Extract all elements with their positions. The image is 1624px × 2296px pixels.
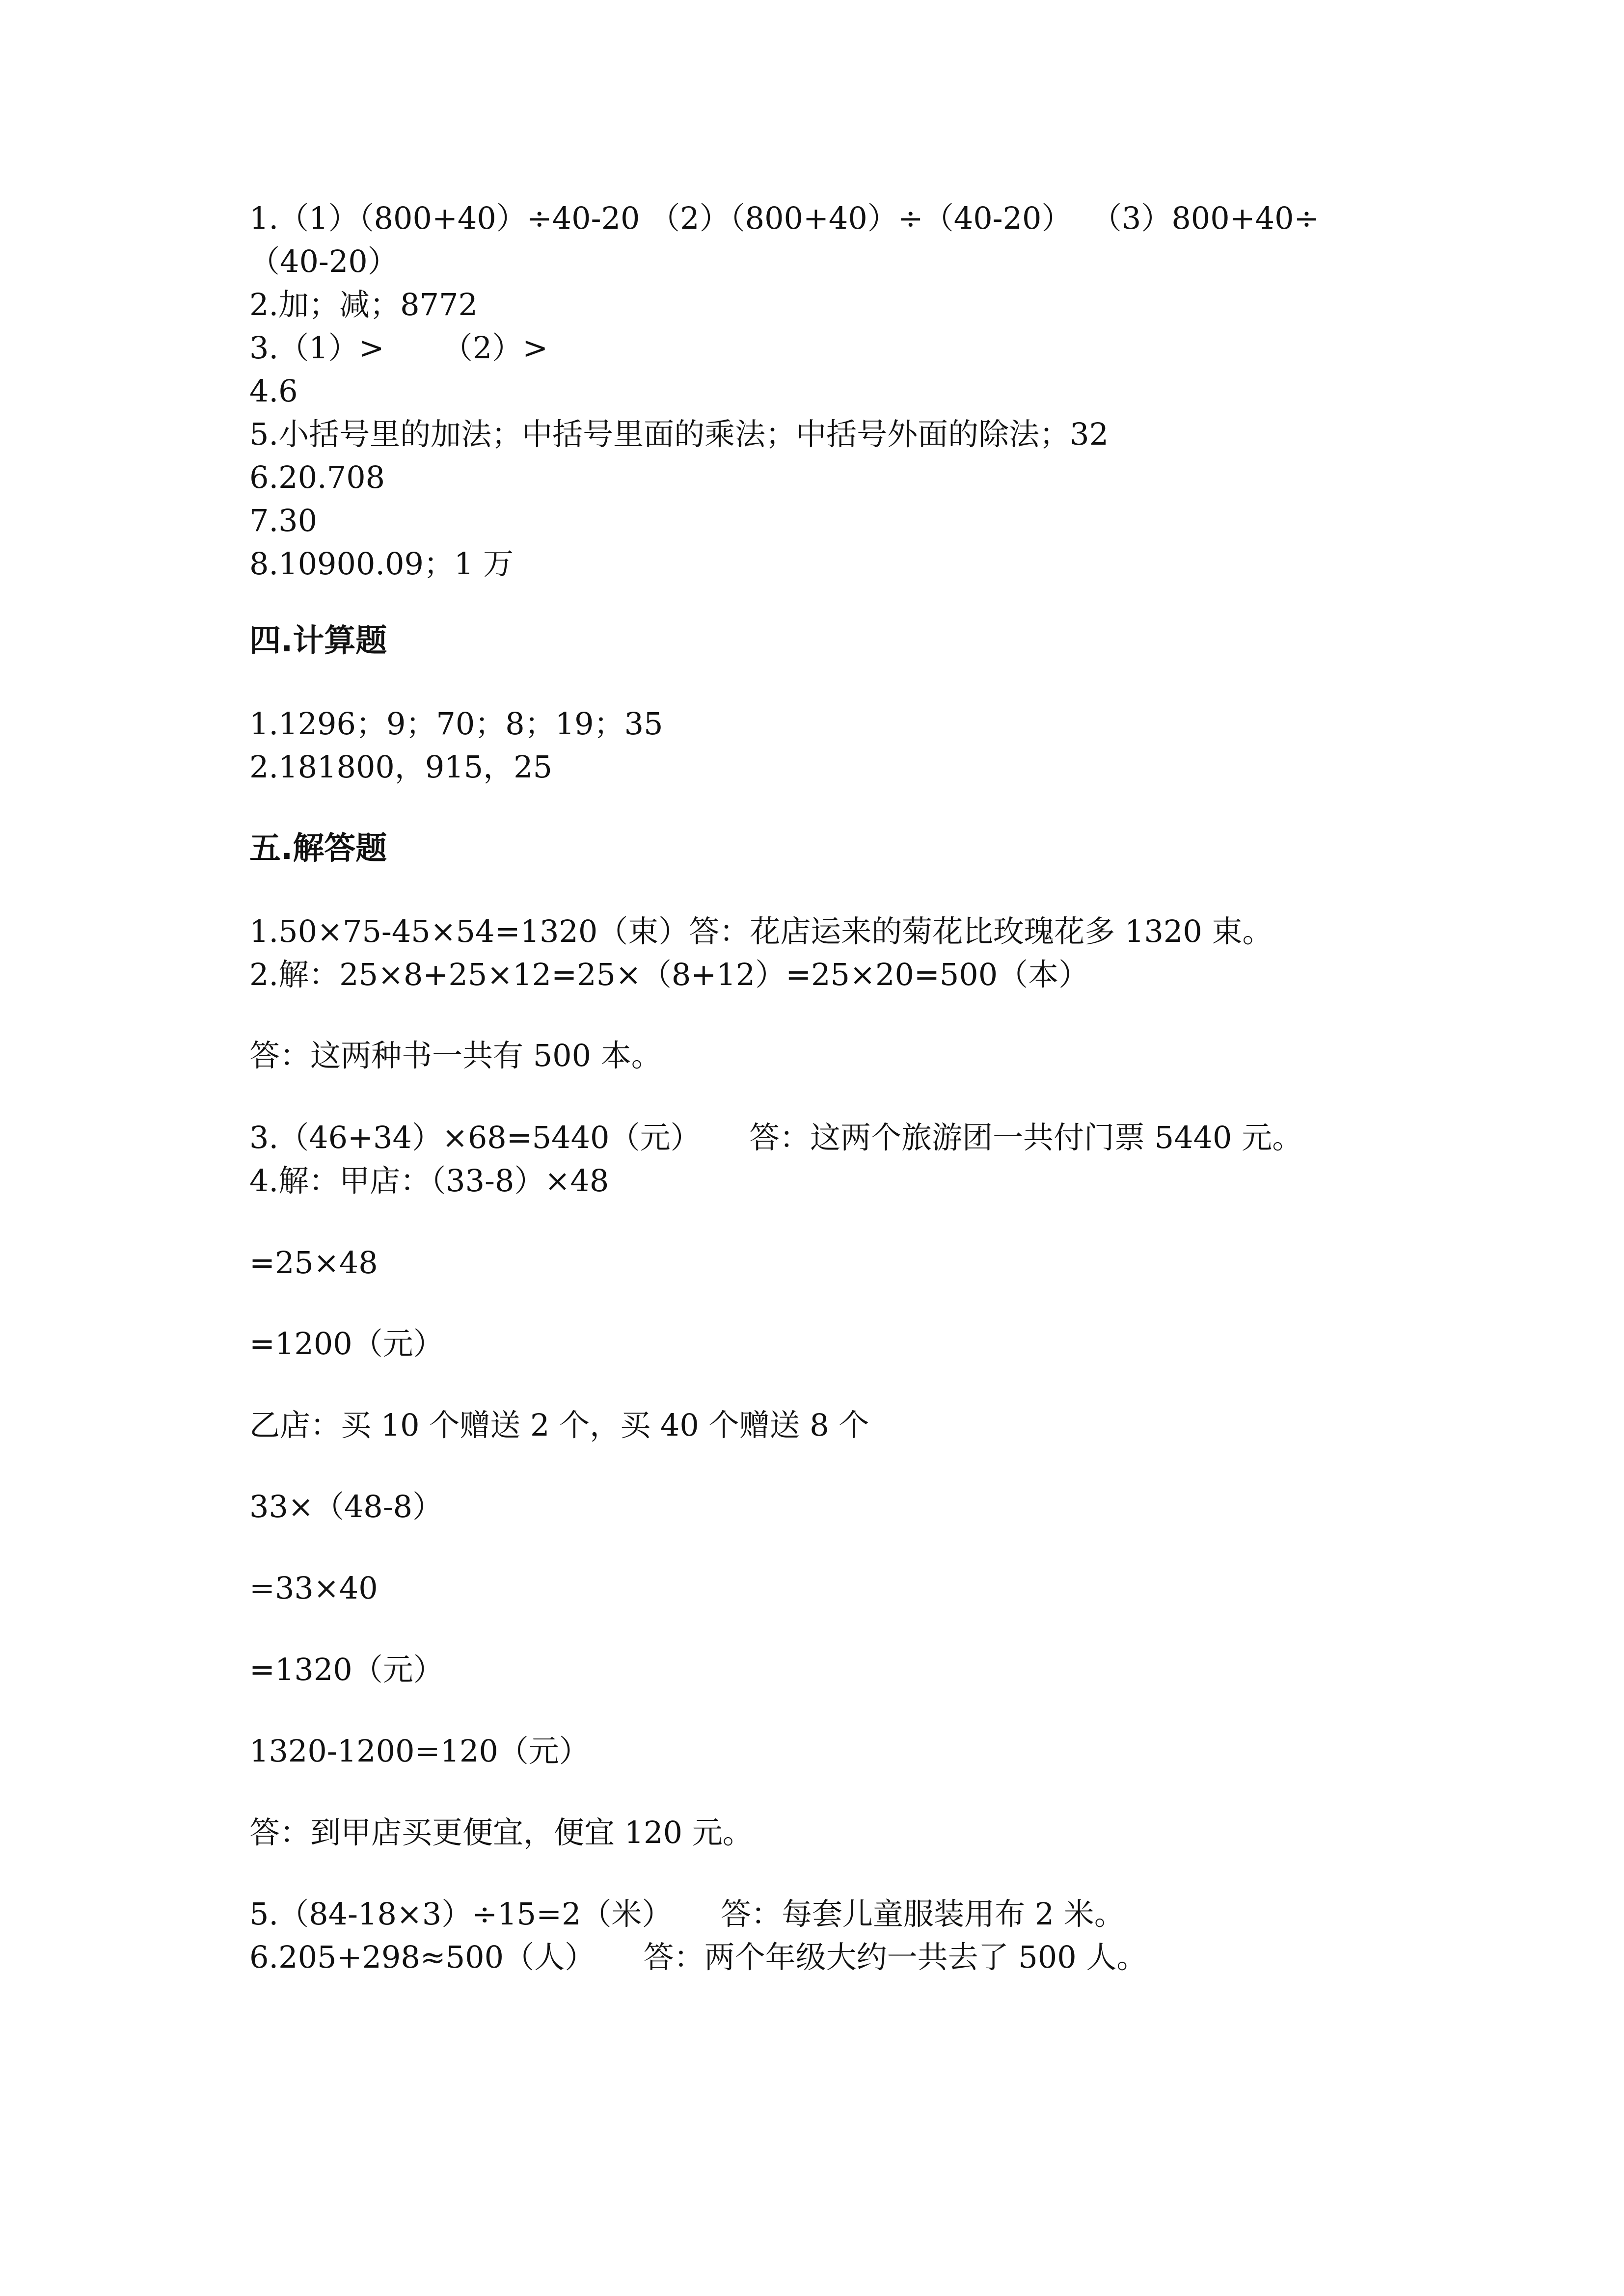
s5-answer-4-step4: =33×40 — [249, 1570, 378, 1606]
section4-heading: 四.计算题 — [249, 623, 387, 659]
s3-answer-4: 4.6 — [249, 373, 298, 409]
s5-answer-5: 5.（84-18×3）÷15=2（米） 答：每套儿童服装用布 2 米。 — [249, 1896, 1125, 1932]
section5-heading: 五.解答题 — [249, 830, 387, 867]
s5-answer-4-step3: 33×（48-8） — [249, 1489, 443, 1524]
s5-answer-3: 3.（46+34）×68=5440（元） 答：这两个旅游团一共付门票 5440 元。 — [249, 1120, 1303, 1155]
s5-answer-2: 2.解：25×8+25×12=25×（8+12）=25×20=500（本） — [249, 957, 1089, 992]
s3-answer-2: 2.加；减；8772 — [249, 287, 478, 322]
s3-answer-8: 8.10900.09；1 万 — [249, 546, 514, 582]
s3-answer-6: 6.20.708 — [249, 459, 385, 495]
s5-answer-1: 1.50×75-45×54=1320（束）答：花店运来的菊花比玫瑰花多 1320 束。 — [249, 913, 1273, 949]
s5-answer-4-step6: 1320-1200=120（元） — [249, 1733, 590, 1769]
s5-answer-4-step1: =25×48 — [249, 1245, 378, 1281]
s5-answer-4-step5: =1320（元） — [249, 1652, 444, 1687]
s3-answer-3: 3.（1）> （2）> — [249, 330, 548, 366]
s5-answer-4: 4.解：甲店：（33-8）×48 — [249, 1163, 609, 1199]
s5-answer-4-shop-b: 乙店：买 10 个赠送 2 个，买 40 个赠送 8 个 — [249, 1407, 869, 1443]
s3-answer-1-cont: （40-20） — [249, 243, 398, 279]
s5-answer-4-step2: =1200（元） — [249, 1326, 444, 1362]
s4-answer-2: 2.181800，915，25 — [249, 749, 553, 785]
s4-answer-1: 1.1296；9；70；8；19；35 — [249, 706, 663, 742]
s5-answer-6: 6.205+298≈500（人） 答：两个年级大约一共去了 500 人。 — [249, 1939, 1147, 1975]
s5-answer-4-reply: 答：到甲店买更便宜，便宜 120 元。 — [249, 1815, 753, 1850]
s3-answer-1: 1.（1）（800+40）÷40-20 （2）（800+40）÷（40-20） （3）800+40÷ — [249, 200, 1320, 236]
s3-answer-7: 7.30 — [249, 503, 318, 538]
s3-answer-5: 5.小括号里的加法；中括号里面的乘法；中括号外面的除法；32 — [249, 416, 1109, 452]
s5-answer-2-reply: 答：这两种书一共有 500 本。 — [249, 1038, 662, 1073]
